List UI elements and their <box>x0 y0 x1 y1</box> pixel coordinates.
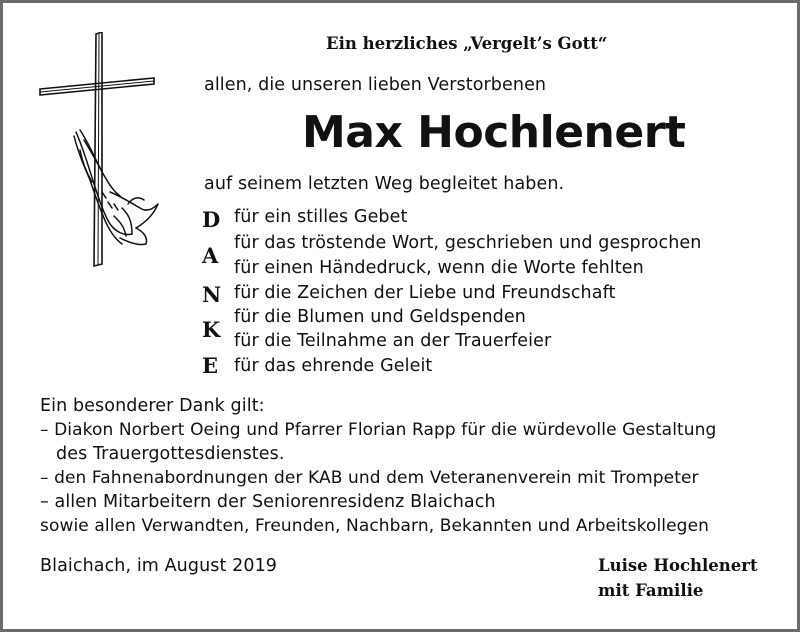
special-thanks-line: – Diakon Norbert Oeing und Pfarrer Florian Rapp für die würdevolle Gestaltung <box>40 420 717 440</box>
header-title: Ein herzliches „Vergelt’s Gott“ <box>326 34 608 53</box>
special-thanks-line: – allen Mitarbeitern der Seniorenresidenz Blaichach <box>40 492 496 512</box>
danke-line: für die Blumen und Geldspenden <box>234 307 526 327</box>
danke-letter-n: N <box>202 282 222 307</box>
danke-letter-e: E <box>202 353 219 378</box>
cross-icon <box>28 32 168 272</box>
danke-letter-k: K <box>202 317 221 342</box>
after-name-text: auf seinem letzten Weg begleitet haben. <box>204 174 565 194</box>
danke-line: für das tröstende Wort, geschrieben und gesprochen <box>234 233 702 253</box>
danke-letter-d: D <box>202 207 221 232</box>
danke-line: für ein stilles Gebet <box>234 207 408 227</box>
signature-name: Luise Hochlenert <box>598 556 758 575</box>
danke-line: für die Teilnahme an der Trauerfeier <box>234 331 552 351</box>
place-date: Blaichach, im August 2019 <box>40 556 278 576</box>
signature-family: mit Familie <box>598 581 704 600</box>
special-thanks-line: des Trauergottesdienstes. <box>56 444 285 464</box>
danke-letter-a: A <box>202 243 219 268</box>
deceased-name: Max Hochlenert <box>302 107 686 158</box>
special-thanks-line: sowie allen Verwandten, Freunden, Nachbarn, Bekannten und Arbeitskollegen <box>40 516 709 536</box>
special-thanks-line: – den Fahnenabordnungen der KAB und dem Veteranenverein mit Trompeter <box>40 468 699 488</box>
intro-text: allen, die unseren lieben Verstorbenen <box>204 75 547 95</box>
danke-line: für das ehrende Geleit <box>234 356 433 376</box>
praying-hands-icon <box>74 130 158 245</box>
special-thanks-heading: Ein besonderer Dank gilt: <box>40 396 265 416</box>
danke-line: für einen Händedruck, wenn die Worte fehlten <box>234 258 644 278</box>
danke-line: für die Zeichen der Liebe und Freundschaft <box>234 283 616 303</box>
